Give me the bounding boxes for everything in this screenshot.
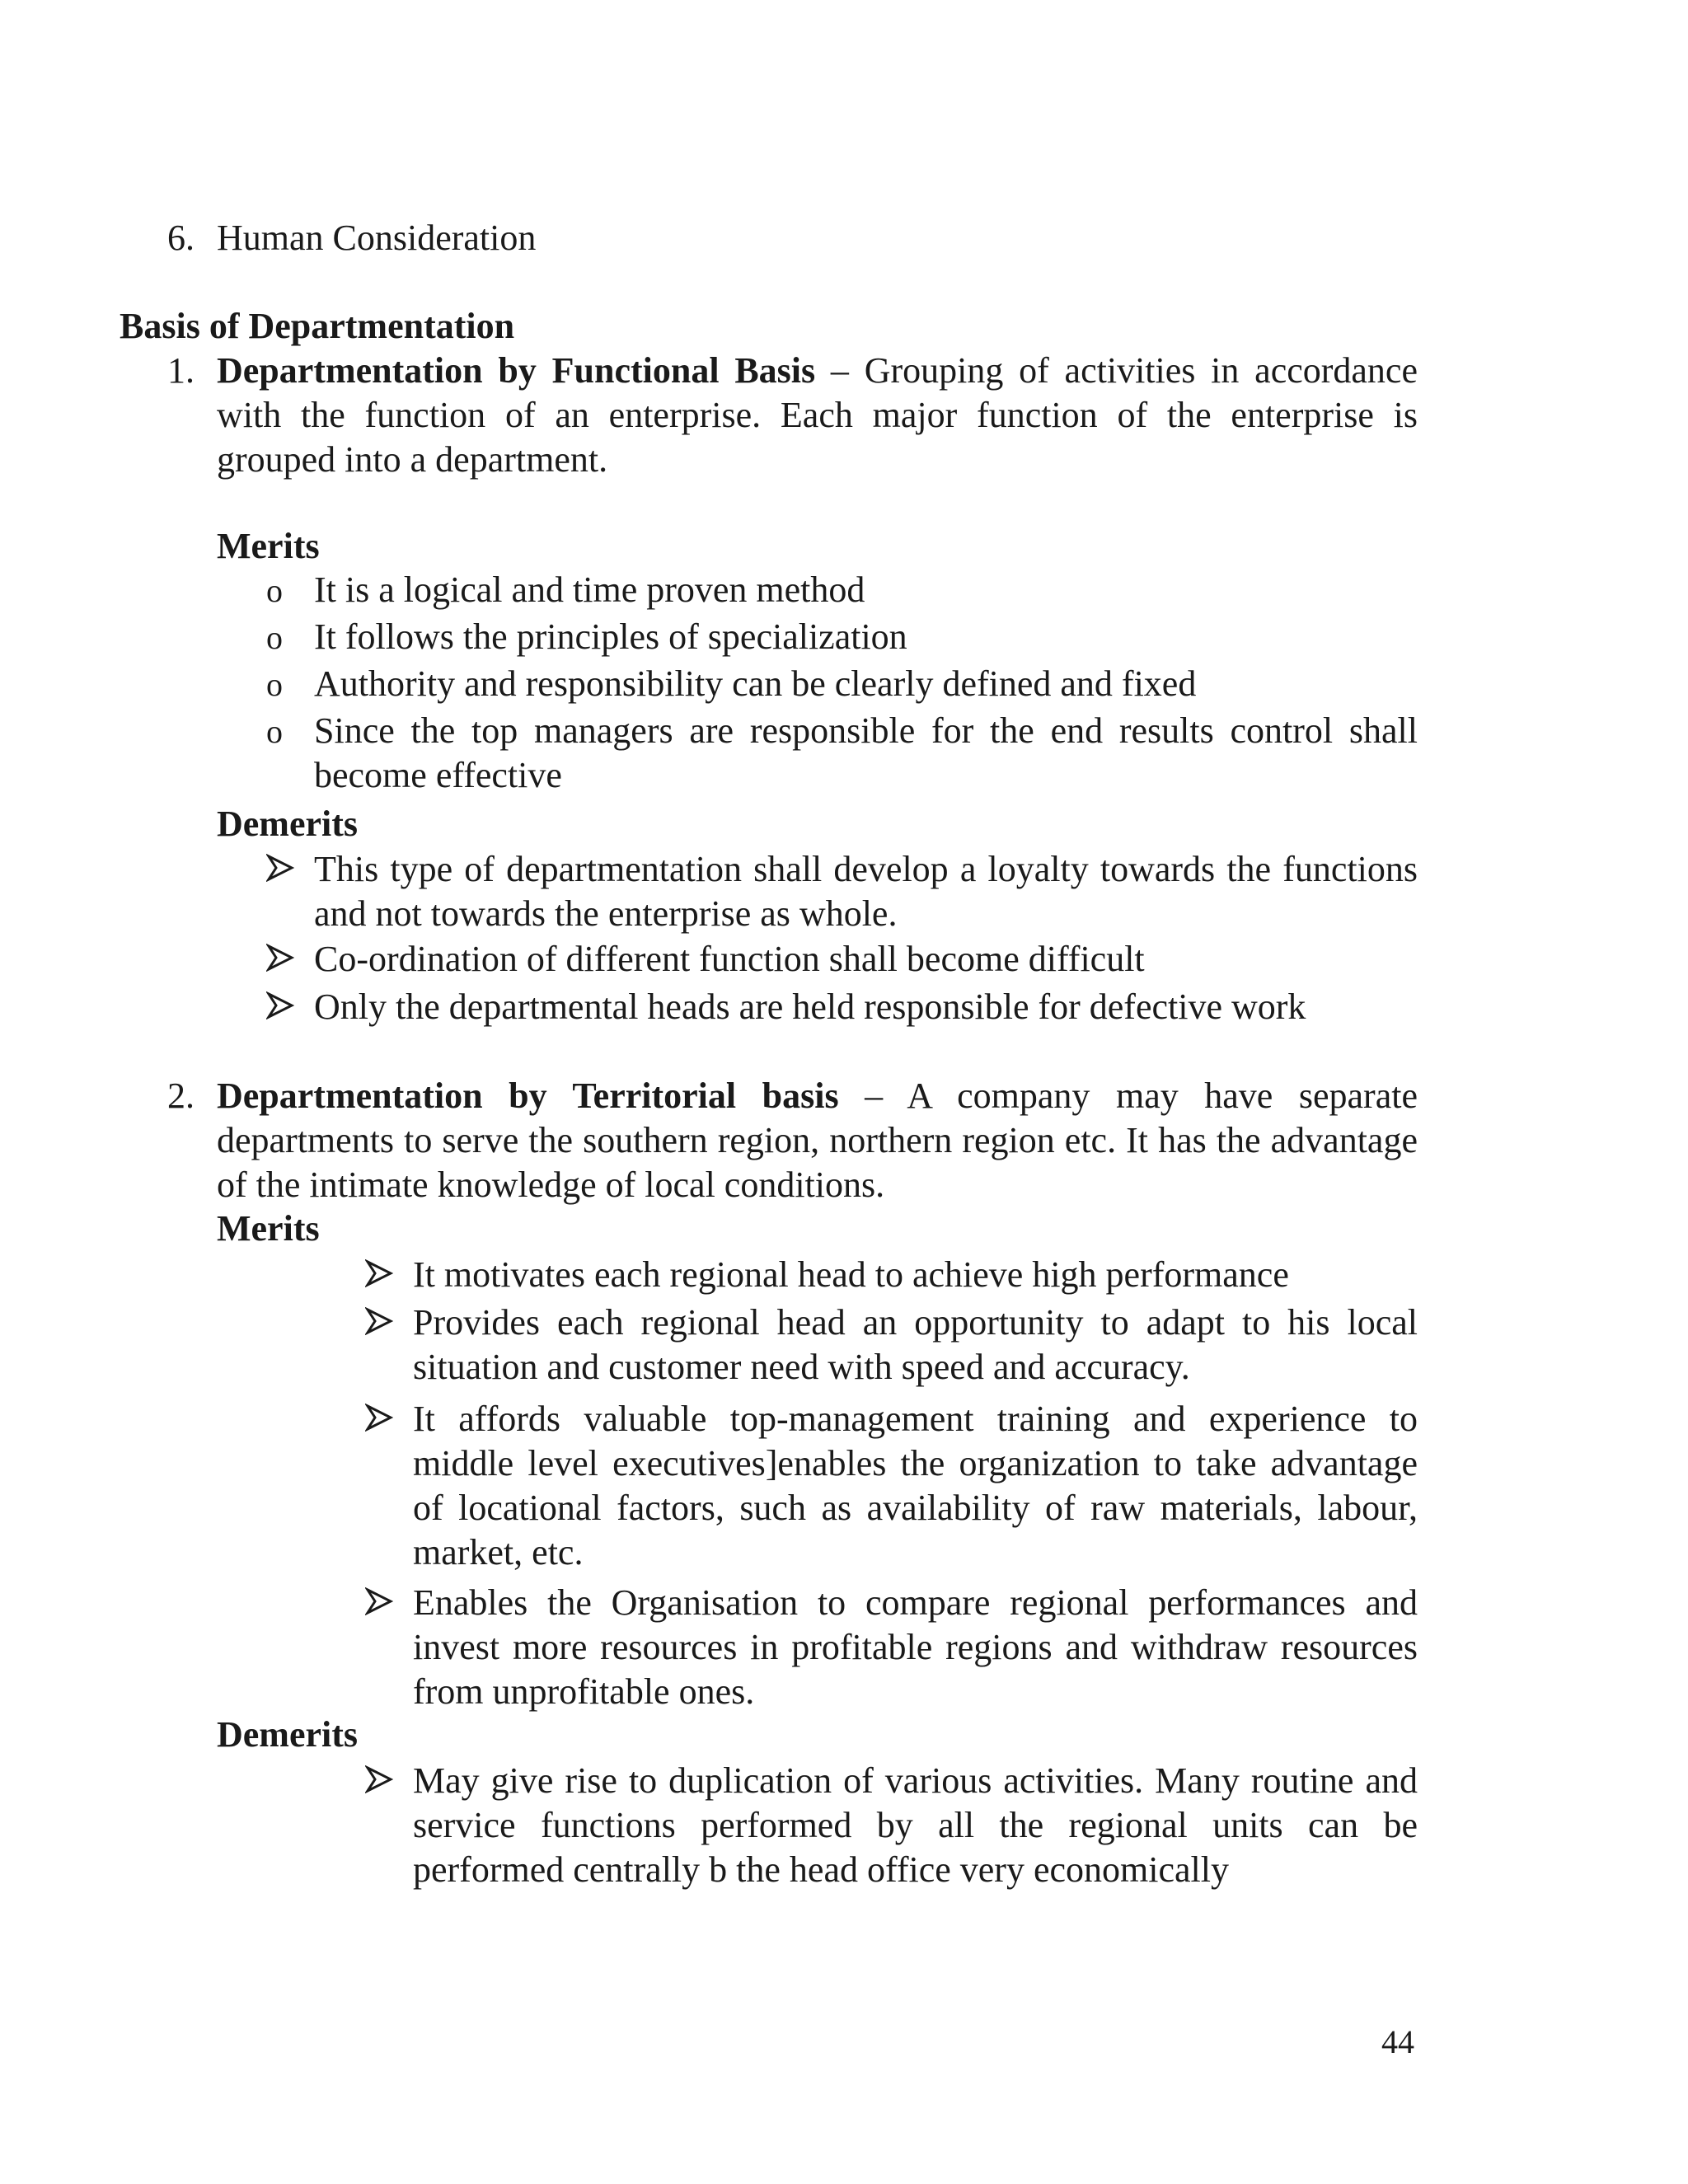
item1-paragraph <box>217 349 1418 482</box>
item1-demerit-1: This type of departmentation shall develop a loyalty towards the functions and not towards the enterprise as whole. <box>314 849 1418 934</box>
page-number: 44 <box>1381 2023 1414 2060</box>
item2-description: – A company may have separate departments to serve the southern region, northern region etc. It has the advantage of the intimate knowledge of local conditions. <box>217 1076 1418 1205</box>
item2-demerits-heading: Demerits <box>217 1714 359 1755</box>
item2-merits-heading: Merits <box>217 1208 320 1249</box>
item2-number: 2. <box>167 1076 195 1116</box>
item1-demerit-2: Co-ordination of different function shall become difficult <box>314 939 1145 979</box>
item2-merit-4: Enables the Organisation to compare regional performances and invest more resources in profitable regions and withdraw resources from unprofitable ones. <box>413 1582 1418 1712</box>
item2-demerit-1: May give rise to duplication of various activities. Many routine and service functions performed by all the regional units can be performed centrally b the head office very economically <box>413 1760 1418 1890</box>
item1-merit-1: It is a logical and time proven method <box>314 569 865 610</box>
arrow-bullet-icon <box>266 944 294 972</box>
item1-number: 1. <box>167 350 195 391</box>
item1-merit-4-bullet: o <box>266 713 283 750</box>
intro-number: 6. <box>167 218 195 258</box>
arrow-bullet-icon <box>266 991 294 1019</box>
item1-title: Departmentation by Functional Basis <box>217 350 816 391</box>
item2-paragraph <box>217 1074 1418 1207</box>
arrow-bullet-icon <box>365 1307 393 1335</box>
item2-merit-3: It affords valuable top-management training and experience to middle level executives]enables the organization to take advantage of locational factors, such as availability of raw materials, labour, market, etc. <box>413 1399 1418 1572</box>
arrow-bullet-icon <box>365 1259 393 1287</box>
arrow-bullet-icon <box>365 1404 393 1432</box>
item1-merit-2: It follows the principles of specialization <box>314 616 907 657</box>
arrow-bullet-icon <box>266 854 294 882</box>
arrow-bullet-icon <box>365 1587 393 1615</box>
item1-demerit-3: Only the departmental heads are held responsible for defective work <box>314 987 1306 1027</box>
item1-merits-heading: Merits <box>217 526 320 566</box>
item2-merit-2: Provides each regional head an opportunity to adapt to his local situation and customer need with speed and accuracy. <box>413 1302 1418 1387</box>
item2-merit-1: It motivates each regional head to achieve high performance <box>413 1254 1289 1295</box>
section-heading: Basis of Departmentation <box>120 306 515 346</box>
arrow-bullet-icon <box>365 1765 393 1793</box>
item1-merit-1-bullet: o <box>266 572 283 609</box>
item1-merit-2-bullet: o <box>266 619 283 656</box>
item1-demerits-heading: Demerits <box>217 804 359 844</box>
item2-title: Departmentation by Territorial basis <box>217 1076 839 1116</box>
item1-description: – Grouping of activities in accordance with the function of an enterprise. Each major function of the enterprise is grouped into a department. <box>217 350 1418 480</box>
item1-merit-3: Authority and responsibility can be clearly defined and fixed <box>314 663 1197 704</box>
item1-merit-3-bullet: o <box>266 666 283 703</box>
intro-text: Human Consideration <box>217 218 537 258</box>
item1-merit-4: Since the top managers are responsible for the end results control shall become effective <box>314 710 1418 795</box>
